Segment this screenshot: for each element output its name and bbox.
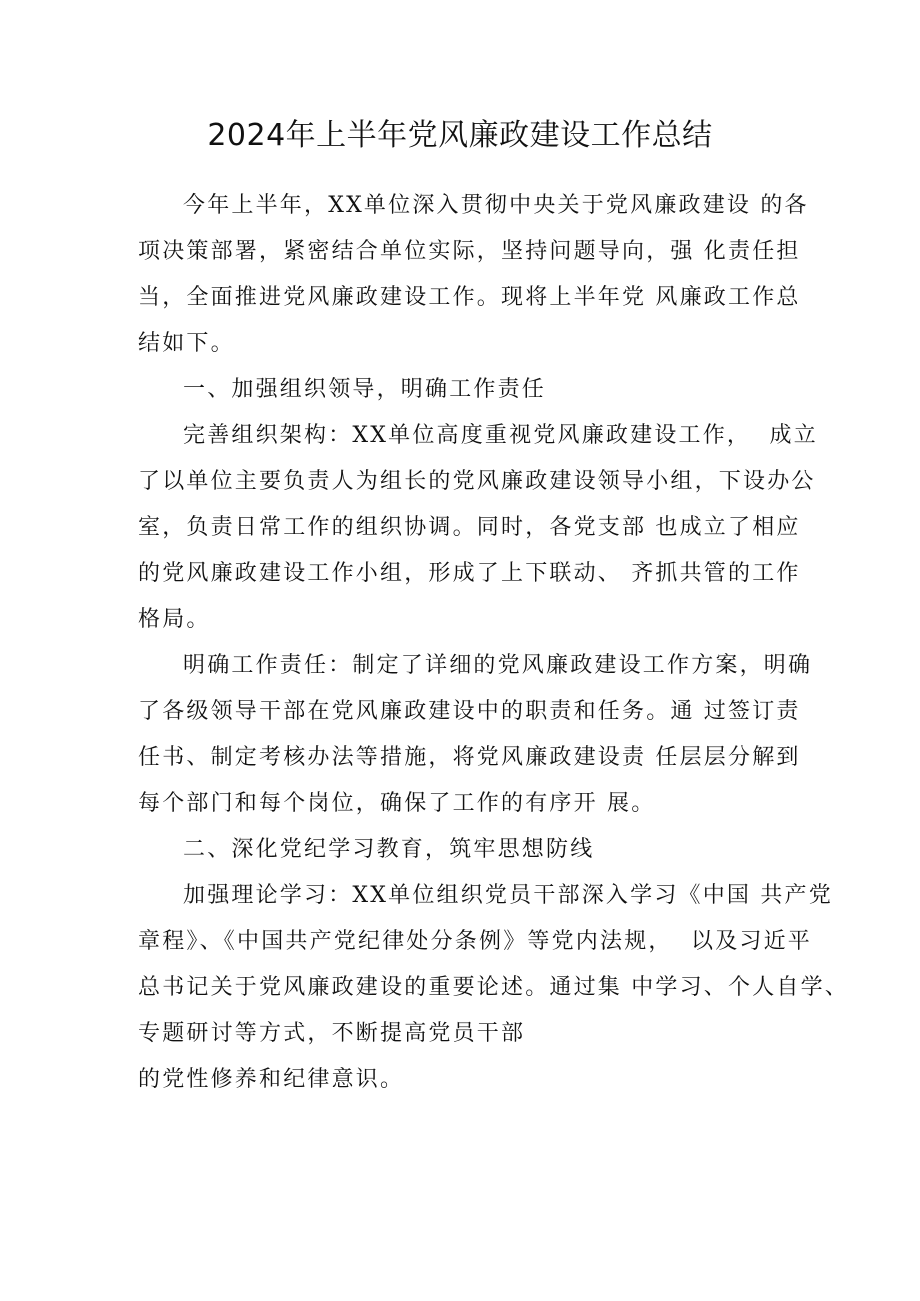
paragraph-3-line-2: 了各级领导干部在党风廉政建设中的职责和任务。通 过签订责 [138, 699, 801, 724]
document-title: 2024年上半年党风廉政建设工作总结 [207, 118, 713, 153]
paragraph-1-line-2: 项决策部署，紧密结合单位实际，坚持问题导向，强 化责任担 [138, 239, 801, 264]
paragraph-3-line-1: 明确工作责任：制定了详细的党风廉政建设工作方案，明确 [183, 653, 813, 678]
section-heading-1: 一、加强组织领导，明确工作责任 [183, 377, 547, 402]
paragraph-1-line-1: 今年上半年，XX单位深入贯彻中央关于党风廉政建设 的各 [183, 193, 809, 218]
section-heading-2: 二、深化党纪学习教育，筑牢思想防线 [183, 837, 595, 862]
paragraph-2-line-5: 格局。 [138, 607, 211, 632]
paragraph-3-line-4: 每个部门和每个岗位，确保了工作的有序开 展。 [138, 791, 656, 816]
paragraph-2-line-2: 了以单位主要负责人为组长的党风廉政建设领导小组，下设办公 [138, 469, 816, 494]
paragraph-3-line-3: 任书、制定考核办法等措施，将党风廉政建设责 任层层分解到 [138, 745, 801, 770]
paragraph-2-line-3: 室，负责日常工作的组织协调。同时，各党支部 也成立了相应 [138, 515, 801, 540]
paragraph-2-line-1: 完善组织架构：XX单位高度重视党风廉政建设工作， 成立 [183, 423, 818, 448]
paragraph-4-line-1: 加强理论学习：XX单位组织党员干部深入学习《中国 共产党 [183, 883, 833, 908]
paragraph-4-line-3: 总书记关于党风廉政建设的重要论述。通过集 中学习、个人自学、 [138, 975, 849, 1000]
paragraph-4-line-5: 的党性修养和纪律意识。 [138, 1067, 405, 1092]
paragraph-4-line-4: 专题研讨等方式，不断提高党员干部 [138, 1021, 526, 1046]
paragraph-1-line-4: 结如下。 [138, 331, 235, 356]
paragraph-1-line-3: 当，全面推进党风廉政建设工作。现将上半年党 风廉政工作总 [138, 285, 801, 310]
paragraph-2-line-4: 的党风廉政建设工作小组，形成了上下联动、 齐抓共管的工作 [138, 561, 801, 586]
paragraph-4-line-2: 章程》、《中国共产党纪律处分条例》等党内法规， 以及习近平 [138, 929, 812, 954]
